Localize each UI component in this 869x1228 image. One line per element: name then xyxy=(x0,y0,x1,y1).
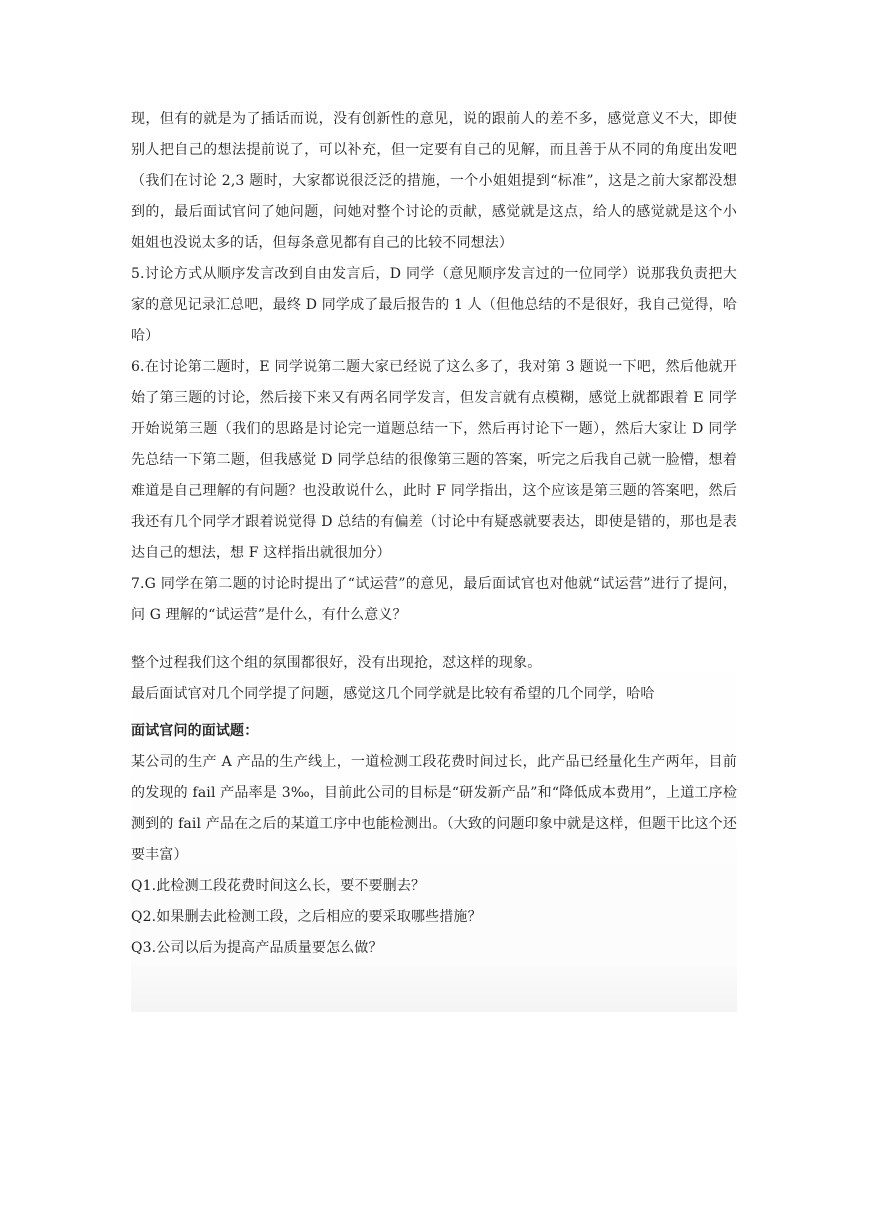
summary-interviewer-questions: 最后面试官对几个同学提了问题，感觉这几个同学就是比较有希望的几个同学，哈哈 xyxy=(131,686,655,702)
summary-atmosphere: 整个过程我们这个组的氛围都很好，没有出现抢，怼这样的现象。 xyxy=(131,655,542,671)
question-q3: Q3.公司以后为提高产品质量要怎么做？ xyxy=(131,940,383,956)
summary-section xyxy=(131,631,737,1012)
question-q2: Q2.如果删去此检测工段，之后相应的要采取哪些措施？ xyxy=(131,909,482,925)
paragraph-point-7: 7.G 同学在第二题的讨论时提出了“试运营”的意见，最后面试官也对他就“试运营”进行了提问，问 G 理解的“试运营”是什么，有什么意义？ xyxy=(131,576,737,623)
document-content xyxy=(131,104,737,1012)
section-heading: 面试官问的面试题： xyxy=(131,723,259,739)
bottom-shaded-area xyxy=(131,964,737,1012)
question-q1: Q1.此检测工段花费时间这么长，要不要删去？ xyxy=(131,878,426,894)
paragraph-point-5: 5.讨论方式从顺序发言改到自由发言后，D 同学（意见顺序发言过的一位同学）说那我负责把大家的意见记录汇总吧，最终 D 同学成了最后报告的 1 人（但他总结的不是很好，我自己觉得，哈哈） xyxy=(131,266,737,344)
paragraph-continuation: 现，但有的就是为了插话而说，没有创新性的意见，说的跟前人的差不多，感觉意义不大，即使别人把自己的想法提前说了，可以补充，但一定要有自己的见解，而且善于从不同的角度出发吧（我们在讨论 2,3 题时，大家都说很泛泛的措施，一个小姐姐提到“标准”，这是之前大家都没想到的，最后面试官问了她问题，问她对整个讨论的贡献，感觉就是这点，给人的感觉就是这个小姐姐也没说太多的话，但每条意见都有自己的比较不同想法） xyxy=(131,111,737,251)
interview-question-body: 某公司的生产 A 产品的生产线上，一道检测工段花费时间过长，此产品已经量化生产两年，目前的发现的 fail 产品率是 3‰，目前此公司的目标是“研发新产品”和“降低成本费用”，上道工序检测到的 fail 产品在之后的某道工序中也能检测出。（大致的问题印象中就是这样，但题干比这个还要丰富） xyxy=(131,754,737,863)
paragraph-gap xyxy=(131,631,737,648)
paragraph-point-6: 6.在讨论第二题时，E 同学说第二题大家已经说了这么多了，我对第 3 题说一下吧，然后他就开始了第三题的讨论，然后接下来又有两名同学发言，但发言就有点模糊，感觉上就都跟着 E 同学开始说第三题（我们的思路是讨论完一道题总结一下，然后再讨论下一题），然后大家让 D 同学先总结一下第二题，但我感觉 D 同学总结的很像第三题的答案，听完之后我自己就一脸懵，想着难道是自己理解的有问题？也没敢说什么，此时 F 同学指出，这个应该是第三题的答案吧，然后我还有几个同学才跟着说觉得 D 总结的有偏差（讨论中有疑惑就要表达，即使是错的，那也是表达自己的想法，想 F 这样指出就很加分） xyxy=(131,359,737,561)
